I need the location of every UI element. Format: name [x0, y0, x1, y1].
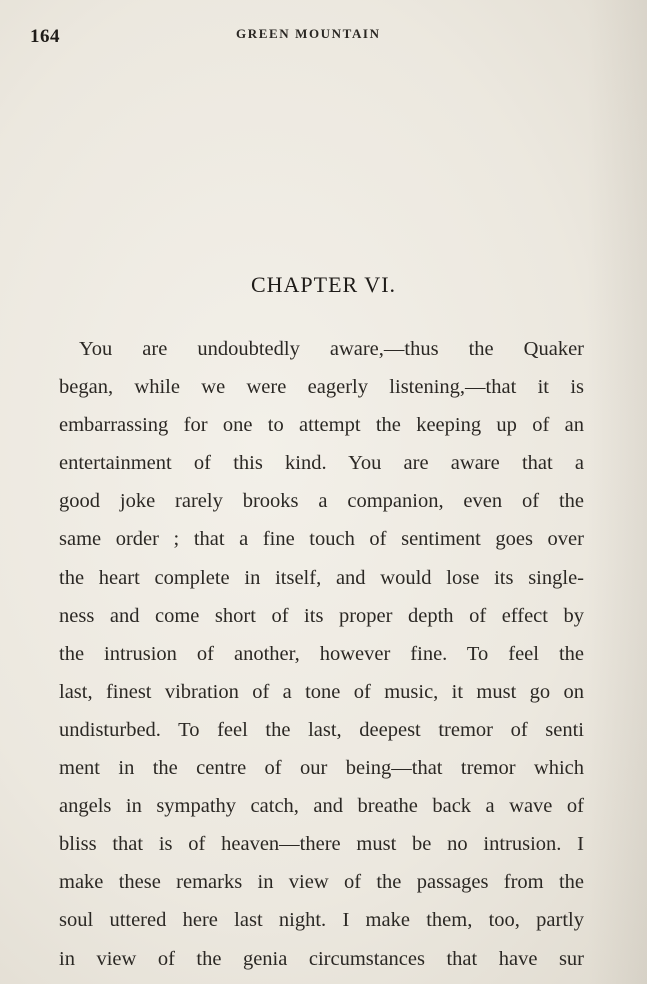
text-line: same order ; that a fine touch of sentiment goes over [59, 528, 584, 551]
text-line: ment in the centre of our being—that tremor which [59, 757, 584, 780]
chapter-title: CHAPTER VI. [250, 272, 397, 297]
text-line: undisturbed. To feel the last, deepest tremor of senti [59, 718, 584, 741]
text-line: entertainment of this kind. You are aware that a [59, 452, 584, 475]
running-head: GREEN MOUNTAIN [236, 26, 381, 41]
text-line: began, while we were eagerly listening,—that it is [59, 376, 584, 399]
text-line: the heart complete in itself, and would lose its single- [59, 566, 584, 589]
text-line: embarrassing for one to attempt the keeping up of an [59, 414, 584, 437]
body-text [59, 330, 584, 978]
text-line: last, finest vibration of a tone of music, it must go on [59, 680, 584, 703]
text-line: make these remarks in view of the passages from the [59, 871, 584, 894]
page-number: 164 [30, 26, 60, 47]
page-edge-shadow [587, 0, 647, 984]
text-line: good joke rarely brooks a companion, even of the [59, 490, 584, 513]
text-line: You are undoubtedly aware,—thus the Quaker [79, 338, 584, 360]
text-line: the intrusion of another, however fine. To feel the [59, 642, 584, 665]
text-line: ness and come short of its proper depth of effect by [59, 604, 584, 627]
text-line: bliss that is of heaven—there must be no intrusion. I [59, 833, 584, 856]
text-line: soul uttered here last night. I make them, too, partly [59, 909, 584, 932]
text-line: in view of the genia circumstances that have sur [59, 947, 584, 970]
text-line: angels in sympathy catch, and breathe back a wave of [59, 795, 584, 818]
